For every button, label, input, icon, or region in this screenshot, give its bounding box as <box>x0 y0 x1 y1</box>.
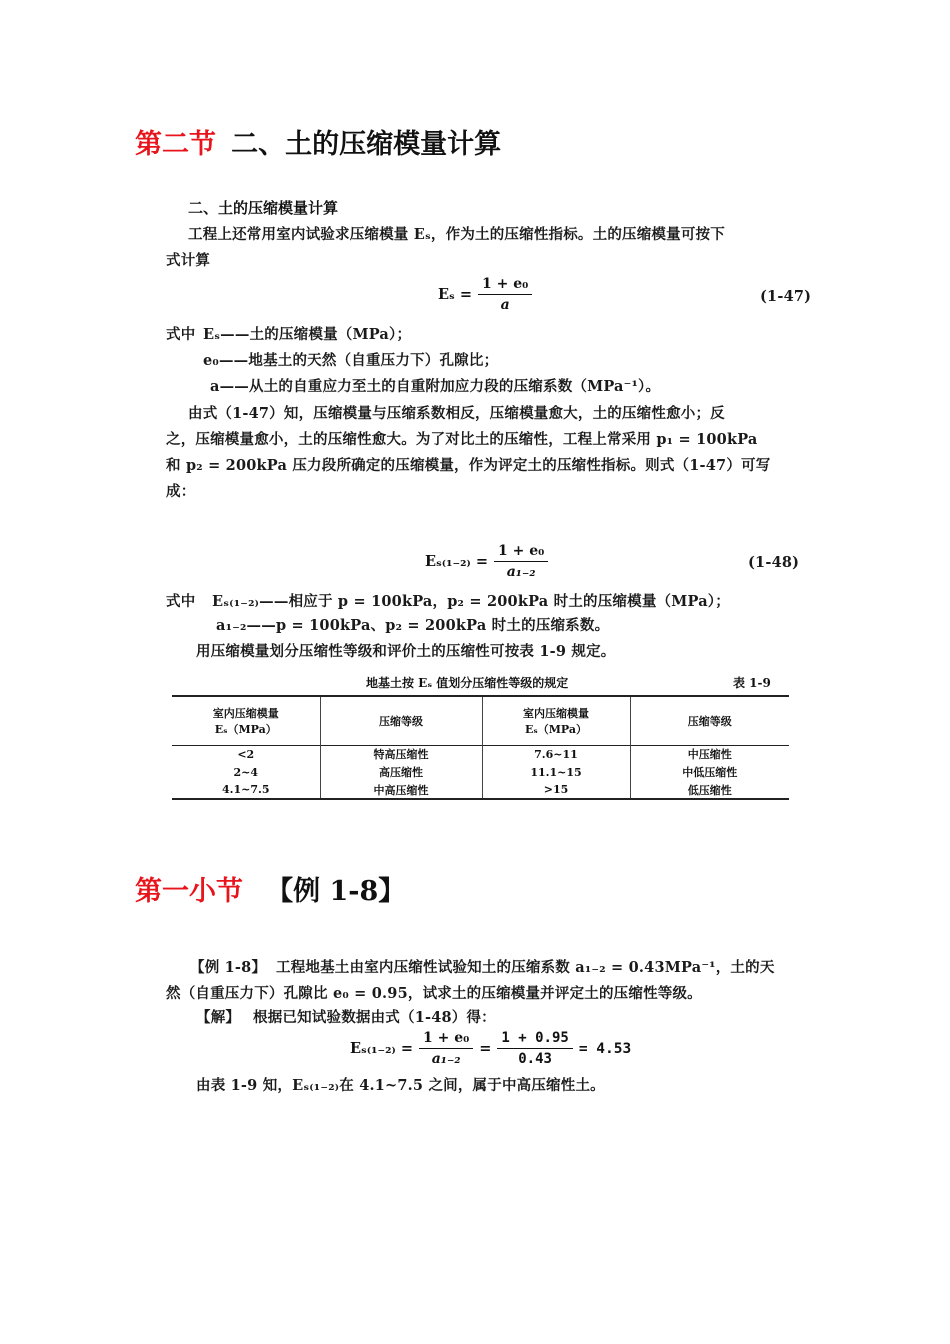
table-row <box>172 745 789 763</box>
table-cell: 中低压缩性 <box>682 766 738 779</box>
example-conclusion: 由表 1-9 知，Eₛ₍₁₋₂₎在 4.1~7.5 之间，属于中高压缩性土。 <box>196 1077 605 1094</box>
example-heading-label: 第一小节 <box>135 876 243 907</box>
example-equation <box>350 1030 631 1067</box>
header-modulus-2 <box>482 696 630 745</box>
table-cell: 特高压缩性 <box>320 745 482 763</box>
eq148-numerator: 1 + e₀ <box>494 543 548 562</box>
header-grade-1 <box>320 696 482 745</box>
eq147-fraction <box>478 276 532 313</box>
eq147-lhs: Eₛ = <box>438 286 472 303</box>
example-tag: 【例 1-8】 <box>190 959 267 976</box>
table-row <box>172 763 789 781</box>
solution-text: 根据已知试验数据由式（1-48）得： <box>253 1009 496 1026</box>
header-modulus-2-line2: Eₛ（MPa） <box>524 722 587 736</box>
equation-1-47 <box>438 276 538 313</box>
table-cell: >15 <box>482 781 630 799</box>
table-cell: 高压缩性 <box>320 763 482 781</box>
block2-def1: Eₛ₍₁₋₂₎——相应于 p = 100kPa，p₂ = 200kPa 时土的压缩模量（MPa）； <box>212 593 730 610</box>
table-row <box>172 781 789 799</box>
example-heading-title: 【例 1-8】 <box>266 876 406 907</box>
example-eq-lhs: Eₛ₍₁₋₂₎ = <box>350 1040 413 1057</box>
example-eq-fraction2 <box>497 1030 572 1067</box>
block1-para-line3: 和 p₂ = 200kPa 压力段所确定的压缩模量，作为评定土的压缩性指标。则式（1-47）可写 <box>166 457 771 474</box>
header-grade-1-text: 压缩等级 <box>379 714 423 728</box>
section-heading <box>135 122 501 161</box>
block1-para-line2: 之，压缩模量愈小，土的压缩性愈大。为了对比土的压缩性，工程上常采用 p₁ = 100kPa <box>166 431 758 448</box>
block2-def2: a₁₋₂——p = 100kPa、p₂ = 200kPa 时土的压缩系数。 <box>216 617 610 634</box>
table-cell: <2 <box>172 745 320 763</box>
eq148-denominator: a₁₋₂ <box>506 564 536 580</box>
header-modulus-1-line1: 室内压缩模量 <box>212 706 279 720</box>
table-title: 地基土按 Eₛ 值划分压缩性等级的规定 <box>366 676 569 690</box>
table-cell: 7.6~11 <box>482 745 630 763</box>
example-eq-num1: 1 + e₀ <box>419 1030 473 1049</box>
eq147-numerator: 1 + e₀ <box>478 276 532 295</box>
block1-def1: Eₛ——土的压缩模量（MPa）； <box>203 326 412 343</box>
table-cell: 2~4 <box>172 763 320 781</box>
example-line1: 工程地基土由室内压缩性试验知土的压缩系数 a₁₋₂ = 0.43MPa⁻¹，土的天 <box>276 959 775 976</box>
header-modulus-1-line2: Eₛ（MPa） <box>214 722 277 736</box>
block1-subtitle: 二、土的压缩模量计算 <box>188 199 339 217</box>
section-heading-title: 二、土的压缩模量计算 <box>231 129 502 160</box>
block1-def2: e₀——地基土的天然（自重压力下）孔隙比； <box>203 352 499 369</box>
example-eq-num2: 1 + 0.95 <box>497 1030 572 1049</box>
table-1-9 <box>172 695 789 800</box>
block1-def3: a——从土的自重应力至土的自重附加应力段的压缩系数（MPa⁻¹）。 <box>210 378 661 395</box>
example-eq-equals: = <box>479 1040 492 1057</box>
example-eq-den2: 0.43 <box>518 1051 552 1067</box>
compression-grade-table <box>172 695 789 800</box>
block2-def-prefix: 式中 <box>166 593 196 610</box>
eq148-fraction <box>494 543 548 580</box>
equation-1-48 <box>425 543 554 580</box>
eq147-denominator: a <box>500 297 510 313</box>
header-grade-2-text: 压缩等级 <box>687 714 732 728</box>
block1-intro-line2: 式计算 <box>166 252 211 269</box>
section-heading-number: 第二节 <box>135 129 216 160</box>
table-cell: 低压缩性 <box>687 783 732 797</box>
header-modulus-1 <box>172 696 320 745</box>
header-grade-2 <box>630 696 789 745</box>
table-cell: 中压缩性 <box>687 748 732 762</box>
eq147-tag: (1-47) <box>760 288 812 305</box>
example-eq-den1: a₁₋₂ <box>431 1051 461 1067</box>
block1-para-line4: 成： <box>166 483 196 500</box>
block1-para-line1: 由式（1-47）知，压缩模量与压缩系数相反，压缩模量愈大，土的压缩性愈小；反 <box>188 405 725 422</box>
header-modulus-2-line1: 室内压缩模量 <box>523 706 589 720</box>
table-cell: 中高压缩性 <box>320 781 482 799</box>
eq148-lhs: Eₛ₍₁₋₂₎ = <box>425 553 488 570</box>
example-eq-result: = 4.53 <box>578 1040 632 1057</box>
block1-def-prefix: 式中 <box>166 326 196 343</box>
table-tag: 表 1-9 <box>733 676 771 690</box>
example-heading <box>135 869 405 908</box>
block1-intro-line1: 工程上还常用室内试验求压缩模量 Eₛ，作为土的压缩性指标。土的压缩模量可按下 <box>188 226 725 243</box>
solution-tag: 【解】 <box>196 1009 241 1026</box>
block2-note: 用压缩模量划分压缩性等级和评价土的压缩性可按表 1-9 规定。 <box>196 643 616 660</box>
table-cell: 4.1~7.5 <box>172 781 320 799</box>
example-line2: 然（自重压力下）孔隙比 e₀ = 0.95，试求土的压缩模量并评定土的压缩性等级。 <box>166 985 702 1002</box>
example-eq-fraction1 <box>419 1030 473 1067</box>
table-cell: 11.1~15 <box>482 763 630 781</box>
eq148-tag: (1-48) <box>748 554 800 571</box>
